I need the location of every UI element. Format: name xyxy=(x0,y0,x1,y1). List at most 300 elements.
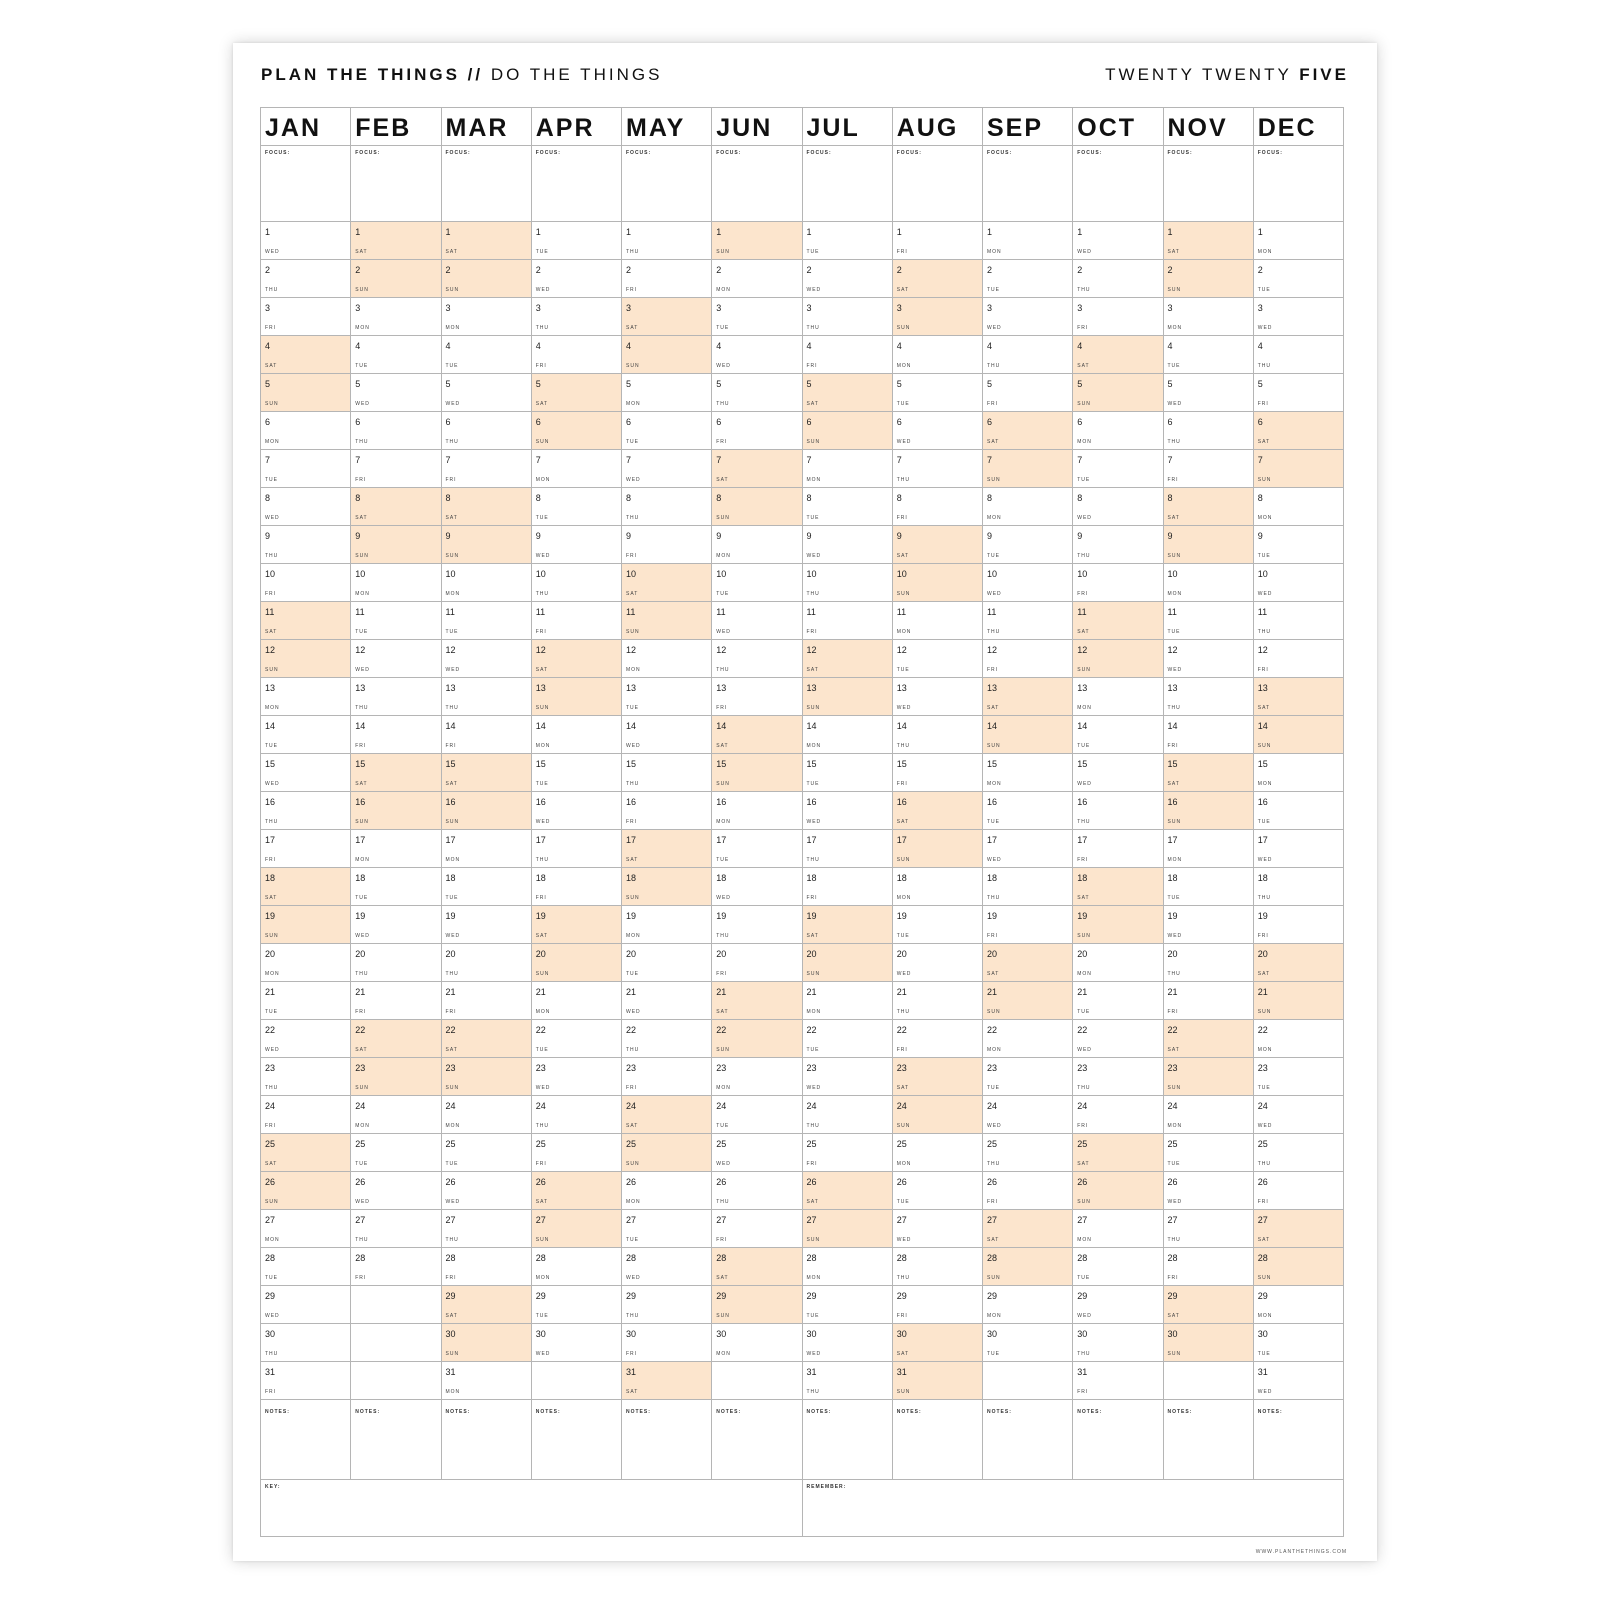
day-cell[interactable] xyxy=(442,640,531,678)
day-cell[interactable] xyxy=(261,336,350,374)
day-cell[interactable] xyxy=(803,716,892,754)
day-cell[interactable] xyxy=(712,868,801,906)
day-cell[interactable] xyxy=(1073,1172,1162,1210)
day-cell[interactable] xyxy=(622,982,711,1020)
day-cell[interactable] xyxy=(261,1324,350,1362)
day-cell[interactable] xyxy=(532,1324,621,1362)
day-cell[interactable] xyxy=(803,1324,892,1362)
day-cell[interactable] xyxy=(1164,1020,1253,1058)
day-cell[interactable] xyxy=(442,526,531,564)
day-cell[interactable] xyxy=(983,564,1072,602)
notes-box[interactable] xyxy=(893,1405,983,1480)
day-cell[interactable] xyxy=(983,678,1072,716)
day-cell[interactable] xyxy=(1254,1058,1343,1096)
day-cell[interactable] xyxy=(622,1058,711,1096)
day-cell[interactable] xyxy=(1164,944,1253,982)
day-cell[interactable] xyxy=(351,374,440,412)
day-cell[interactable] xyxy=(532,1096,621,1134)
day-cell[interactable] xyxy=(893,526,982,564)
day-cell[interactable] xyxy=(1073,222,1162,260)
day-cell[interactable] xyxy=(351,526,440,564)
day-cell[interactable] xyxy=(532,564,621,602)
day-cell[interactable] xyxy=(532,450,621,488)
day-cell[interactable] xyxy=(351,412,440,450)
day-cell[interactable] xyxy=(803,450,892,488)
day-cell[interactable] xyxy=(893,678,982,716)
day-cell[interactable] xyxy=(983,1172,1072,1210)
day-cell[interactable] xyxy=(983,526,1072,564)
day-cell[interactable] xyxy=(712,374,801,412)
day-cell[interactable] xyxy=(351,602,440,640)
day-cell[interactable] xyxy=(622,868,711,906)
day-cell[interactable] xyxy=(351,1248,440,1286)
day-cell[interactable] xyxy=(1164,1324,1253,1362)
day-cell[interactable] xyxy=(803,868,892,906)
focus-box[interactable] xyxy=(1254,146,1343,222)
day-cell[interactable] xyxy=(622,564,711,602)
day-cell[interactable] xyxy=(532,792,621,830)
day-cell[interactable] xyxy=(442,1286,531,1324)
day-cell[interactable] xyxy=(442,1020,531,1058)
day-cell[interactable] xyxy=(1164,792,1253,830)
day-cell[interactable] xyxy=(1254,1210,1343,1248)
day-cell[interactable] xyxy=(1254,1096,1343,1134)
day-cell[interactable] xyxy=(532,1286,621,1324)
day-cell[interactable] xyxy=(261,640,350,678)
day-cell[interactable] xyxy=(893,602,982,640)
day-cell[interactable] xyxy=(1073,1286,1162,1324)
day-cell[interactable] xyxy=(1254,374,1343,412)
day-cell[interactable] xyxy=(1164,868,1253,906)
day-cell[interactable] xyxy=(1073,640,1162,678)
day-cell[interactable] xyxy=(442,450,531,488)
day-cell[interactable] xyxy=(261,1134,350,1172)
day-cell[interactable] xyxy=(712,906,801,944)
day-cell[interactable] xyxy=(622,526,711,564)
day-cell[interactable] xyxy=(803,488,892,526)
day-cell[interactable] xyxy=(712,944,801,982)
day-cell[interactable] xyxy=(442,1248,531,1286)
day-cell[interactable] xyxy=(622,944,711,982)
day-cell[interactable] xyxy=(1164,1096,1253,1134)
day-cell[interactable] xyxy=(712,640,801,678)
day-cell[interactable] xyxy=(893,944,982,982)
day-cell[interactable] xyxy=(1073,488,1162,526)
day-cell[interactable] xyxy=(893,336,982,374)
day-cell[interactable] xyxy=(803,336,892,374)
day-cell[interactable] xyxy=(1073,1324,1162,1362)
day-cell[interactable] xyxy=(442,906,531,944)
day-cell[interactable] xyxy=(712,450,801,488)
day-cell[interactable] xyxy=(1073,792,1162,830)
day-cell[interactable] xyxy=(983,906,1072,944)
day-cell[interactable] xyxy=(261,1248,350,1286)
day-cell[interactable] xyxy=(983,1096,1072,1134)
day-cell[interactable] xyxy=(1254,1172,1343,1210)
focus-box[interactable] xyxy=(1164,146,1253,222)
day-cell[interactable] xyxy=(1073,868,1162,906)
day-cell[interactable] xyxy=(622,792,711,830)
day-cell[interactable] xyxy=(622,488,711,526)
day-cell[interactable] xyxy=(1073,526,1162,564)
day-cell[interactable] xyxy=(622,640,711,678)
day-cell[interactable] xyxy=(893,298,982,336)
day-cell[interactable] xyxy=(622,830,711,868)
day-cell[interactable] xyxy=(1164,982,1253,1020)
day-cell[interactable] xyxy=(712,678,801,716)
day-cell[interactable] xyxy=(712,830,801,868)
day-cell[interactable] xyxy=(893,1020,982,1058)
key-box[interactable] xyxy=(261,1480,803,1536)
day-cell[interactable] xyxy=(1254,298,1343,336)
day-cell[interactable] xyxy=(1164,1134,1253,1172)
day-cell[interactable] xyxy=(893,374,982,412)
day-cell[interactable] xyxy=(1254,1286,1343,1324)
focus-box[interactable] xyxy=(1073,146,1162,222)
day-cell[interactable] xyxy=(442,260,531,298)
day-cell[interactable] xyxy=(712,716,801,754)
day-cell[interactable] xyxy=(983,716,1072,754)
day-cell[interactable] xyxy=(983,412,1072,450)
day-cell[interactable] xyxy=(1254,754,1343,792)
focus-box[interactable] xyxy=(893,146,982,222)
focus-box[interactable] xyxy=(351,146,440,222)
day-cell[interactable] xyxy=(1164,1248,1253,1286)
day-cell[interactable] xyxy=(351,792,440,830)
day-cell[interactable] xyxy=(532,830,621,868)
day-cell[interactable] xyxy=(712,1210,801,1248)
day-cell[interactable] xyxy=(622,1096,711,1134)
day-cell[interactable] xyxy=(1254,1324,1343,1362)
day-cell[interactable] xyxy=(893,412,982,450)
day-cell[interactable] xyxy=(351,640,440,678)
day-cell[interactable] xyxy=(983,754,1072,792)
focus-box[interactable] xyxy=(712,146,801,222)
day-cell[interactable] xyxy=(622,412,711,450)
day-cell[interactable] xyxy=(442,944,531,982)
day-cell[interactable] xyxy=(1073,564,1162,602)
day-cell[interactable] xyxy=(532,526,621,564)
day-cell[interactable] xyxy=(712,1096,801,1134)
day-cell[interactable] xyxy=(351,982,440,1020)
day-cell[interactable] xyxy=(1073,1134,1162,1172)
day-cell[interactable] xyxy=(351,906,440,944)
day-cell[interactable] xyxy=(1254,260,1343,298)
day-cell[interactable] xyxy=(1073,754,1162,792)
day-cell[interactable] xyxy=(1254,640,1343,678)
day-cell[interactable] xyxy=(1073,412,1162,450)
day-cell[interactable] xyxy=(983,640,1072,678)
day-cell[interactable] xyxy=(1254,944,1343,982)
focus-box[interactable] xyxy=(442,146,531,222)
day-cell[interactable] xyxy=(261,1362,350,1400)
notes-box[interactable] xyxy=(1164,1405,1254,1480)
day-cell[interactable] xyxy=(1073,450,1162,488)
day-cell[interactable] xyxy=(893,1248,982,1286)
day-cell[interactable] xyxy=(622,1210,711,1248)
day-cell[interactable] xyxy=(261,488,350,526)
day-cell[interactable] xyxy=(1164,298,1253,336)
day-cell[interactable] xyxy=(622,1020,711,1058)
day-cell[interactable] xyxy=(712,1020,801,1058)
day-cell[interactable] xyxy=(1073,260,1162,298)
day-cell[interactable] xyxy=(442,1210,531,1248)
day-cell[interactable] xyxy=(622,754,711,792)
day-cell[interactable] xyxy=(442,412,531,450)
day-cell[interactable] xyxy=(1073,830,1162,868)
day-cell[interactable] xyxy=(442,1172,531,1210)
day-cell[interactable] xyxy=(1254,678,1343,716)
day-cell[interactable] xyxy=(622,260,711,298)
day-cell[interactable] xyxy=(1164,336,1253,374)
day-cell[interactable] xyxy=(442,830,531,868)
day-cell[interactable] xyxy=(983,298,1072,336)
day-cell[interactable] xyxy=(1164,526,1253,564)
day-cell[interactable] xyxy=(803,564,892,602)
notes-box[interactable] xyxy=(712,1405,802,1480)
day-cell[interactable] xyxy=(983,602,1072,640)
notes-box[interactable] xyxy=(442,1405,532,1480)
notes-box[interactable] xyxy=(1254,1405,1343,1480)
day-cell[interactable] xyxy=(712,792,801,830)
day-cell[interactable] xyxy=(803,260,892,298)
day-cell[interactable] xyxy=(893,1096,982,1134)
day-cell[interactable] xyxy=(1073,1362,1162,1400)
day-cell[interactable] xyxy=(1164,488,1253,526)
day-cell[interactable] xyxy=(893,1324,982,1362)
day-cell[interactable] xyxy=(1254,1134,1343,1172)
day-cell[interactable] xyxy=(893,1134,982,1172)
notes-box[interactable] xyxy=(532,1405,622,1480)
day-cell[interactable] xyxy=(351,336,440,374)
day-cell[interactable] xyxy=(442,602,531,640)
day-cell[interactable] xyxy=(1164,374,1253,412)
day-cell[interactable] xyxy=(261,754,350,792)
day-cell[interactable] xyxy=(712,336,801,374)
day-cell[interactable] xyxy=(983,868,1072,906)
day-cell[interactable] xyxy=(893,488,982,526)
day-cell[interactable] xyxy=(1254,716,1343,754)
day-cell[interactable] xyxy=(1164,716,1253,754)
day-cell[interactable] xyxy=(983,1210,1072,1248)
day-cell[interactable] xyxy=(1073,1020,1162,1058)
day-cell[interactable] xyxy=(893,564,982,602)
day-cell[interactable] xyxy=(712,260,801,298)
day-cell[interactable] xyxy=(712,222,801,260)
day-cell[interactable] xyxy=(712,1324,801,1362)
day-cell[interactable] xyxy=(803,754,892,792)
day-cell[interactable] xyxy=(261,260,350,298)
day-cell[interactable] xyxy=(1254,1020,1343,1058)
day-cell[interactable] xyxy=(1073,678,1162,716)
day-cell[interactable] xyxy=(261,906,350,944)
day-cell[interactable] xyxy=(351,488,440,526)
day-cell[interactable] xyxy=(803,944,892,982)
focus-box[interactable] xyxy=(261,146,350,222)
day-cell[interactable] xyxy=(1254,222,1343,260)
day-cell[interactable] xyxy=(532,1058,621,1096)
day-cell[interactable] xyxy=(893,640,982,678)
day-cell[interactable] xyxy=(532,374,621,412)
day-cell[interactable] xyxy=(983,1020,1072,1058)
day-cell[interactable] xyxy=(532,1172,621,1210)
day-cell[interactable] xyxy=(442,678,531,716)
day-cell[interactable] xyxy=(532,412,621,450)
day-cell[interactable] xyxy=(442,982,531,1020)
day-cell[interactable] xyxy=(532,906,621,944)
notes-box[interactable] xyxy=(622,1405,712,1480)
day-cell[interactable] xyxy=(1254,412,1343,450)
day-cell[interactable] xyxy=(532,944,621,982)
day-cell[interactable] xyxy=(532,716,621,754)
day-cell[interactable] xyxy=(442,298,531,336)
day-cell[interactable] xyxy=(261,1058,350,1096)
notes-box[interactable] xyxy=(1073,1405,1163,1480)
day-cell[interactable] xyxy=(893,754,982,792)
day-cell[interactable] xyxy=(893,1210,982,1248)
day-cell[interactable] xyxy=(893,222,982,260)
day-cell[interactable] xyxy=(351,1096,440,1134)
day-cell[interactable] xyxy=(803,222,892,260)
day-cell[interactable] xyxy=(261,1286,350,1324)
day-cell[interactable] xyxy=(351,1134,440,1172)
day-cell[interactable] xyxy=(261,1172,350,1210)
day-cell[interactable] xyxy=(712,1248,801,1286)
day-cell[interactable] xyxy=(712,412,801,450)
day-cell[interactable] xyxy=(1254,1362,1343,1400)
day-cell[interactable] xyxy=(622,1286,711,1324)
day-cell[interactable] xyxy=(622,716,711,754)
day-cell[interactable] xyxy=(803,1096,892,1134)
day-cell[interactable] xyxy=(622,450,711,488)
day-cell[interactable] xyxy=(442,868,531,906)
day-cell[interactable] xyxy=(351,1058,440,1096)
day-cell[interactable] xyxy=(261,526,350,564)
notes-box[interactable] xyxy=(803,1405,893,1480)
day-cell[interactable] xyxy=(1164,640,1253,678)
day-cell[interactable] xyxy=(1073,602,1162,640)
day-cell[interactable] xyxy=(803,1172,892,1210)
day-cell[interactable] xyxy=(1164,1286,1253,1324)
day-cell[interactable] xyxy=(442,1362,531,1400)
day-cell[interactable] xyxy=(983,222,1072,260)
day-cell[interactable] xyxy=(983,982,1072,1020)
day-cell[interactable] xyxy=(622,336,711,374)
day-cell[interactable] xyxy=(1073,298,1162,336)
day-cell[interactable] xyxy=(712,298,801,336)
day-cell[interactable] xyxy=(532,678,621,716)
day-cell[interactable] xyxy=(351,868,440,906)
day-cell[interactable] xyxy=(261,412,350,450)
day-cell[interactable] xyxy=(803,1134,892,1172)
day-cell[interactable] xyxy=(712,526,801,564)
day-cell[interactable] xyxy=(1254,792,1343,830)
day-cell[interactable] xyxy=(803,1058,892,1096)
day-cell[interactable] xyxy=(983,830,1072,868)
remember-box[interactable] xyxy=(803,1480,1344,1536)
day-cell[interactable] xyxy=(1164,830,1253,868)
day-cell[interactable] xyxy=(712,564,801,602)
day-cell[interactable] xyxy=(1254,868,1343,906)
day-cell[interactable] xyxy=(1164,412,1253,450)
day-cell[interactable] xyxy=(532,602,621,640)
day-cell[interactable] xyxy=(893,906,982,944)
day-cell[interactable] xyxy=(622,298,711,336)
day-cell[interactable] xyxy=(893,260,982,298)
day-cell[interactable] xyxy=(261,716,350,754)
day-cell[interactable] xyxy=(803,1020,892,1058)
day-cell[interactable] xyxy=(893,1362,982,1400)
day-cell[interactable] xyxy=(1164,1058,1253,1096)
day-cell[interactable] xyxy=(442,222,531,260)
day-cell[interactable] xyxy=(983,1058,1072,1096)
day-cell[interactable] xyxy=(803,906,892,944)
day-cell[interactable] xyxy=(261,1096,350,1134)
day-cell[interactable] xyxy=(712,1172,801,1210)
day-cell[interactable] xyxy=(622,1248,711,1286)
day-cell[interactable] xyxy=(532,982,621,1020)
day-cell[interactable] xyxy=(1254,602,1343,640)
focus-box[interactable] xyxy=(983,146,1072,222)
day-cell[interactable] xyxy=(532,298,621,336)
day-cell[interactable] xyxy=(983,1324,1072,1362)
day-cell[interactable] xyxy=(351,564,440,602)
day-cell[interactable] xyxy=(261,944,350,982)
day-cell[interactable] xyxy=(1073,336,1162,374)
day-cell[interactable] xyxy=(1164,602,1253,640)
day-cell[interactable] xyxy=(532,488,621,526)
day-cell[interactable] xyxy=(803,1248,892,1286)
day-cell[interactable] xyxy=(1164,1210,1253,1248)
day-cell[interactable] xyxy=(261,830,350,868)
day-cell[interactable] xyxy=(442,754,531,792)
day-cell[interactable] xyxy=(351,222,440,260)
day-cell[interactable] xyxy=(712,1286,801,1324)
day-cell[interactable] xyxy=(351,450,440,488)
day-cell[interactable] xyxy=(893,716,982,754)
day-cell[interactable] xyxy=(622,374,711,412)
day-cell[interactable] xyxy=(1073,906,1162,944)
day-cell[interactable] xyxy=(622,1172,711,1210)
day-cell[interactable] xyxy=(351,1210,440,1248)
day-cell[interactable] xyxy=(1164,222,1253,260)
day-cell[interactable] xyxy=(803,1286,892,1324)
day-cell[interactable] xyxy=(622,602,711,640)
day-cell[interactable] xyxy=(1073,374,1162,412)
day-cell[interactable] xyxy=(1164,450,1253,488)
day-cell[interactable] xyxy=(532,1248,621,1286)
day-cell[interactable] xyxy=(803,526,892,564)
day-cell[interactable] xyxy=(1073,1096,1162,1134)
day-cell[interactable] xyxy=(261,564,350,602)
day-cell[interactable] xyxy=(803,1210,892,1248)
day-cell[interactable] xyxy=(442,1134,531,1172)
day-cell[interactable] xyxy=(803,602,892,640)
day-cell[interactable] xyxy=(893,982,982,1020)
day-cell[interactable] xyxy=(983,792,1072,830)
day-cell[interactable] xyxy=(803,792,892,830)
focus-box[interactable] xyxy=(803,146,892,222)
day-cell[interactable] xyxy=(803,678,892,716)
day-cell[interactable] xyxy=(1254,982,1343,1020)
day-cell[interactable] xyxy=(1254,336,1343,374)
day-cell[interactable] xyxy=(261,792,350,830)
day-cell[interactable] xyxy=(893,1058,982,1096)
day-cell[interactable] xyxy=(532,640,621,678)
day-cell[interactable] xyxy=(261,1210,350,1248)
day-cell[interactable] xyxy=(1164,678,1253,716)
day-cell[interactable] xyxy=(803,640,892,678)
